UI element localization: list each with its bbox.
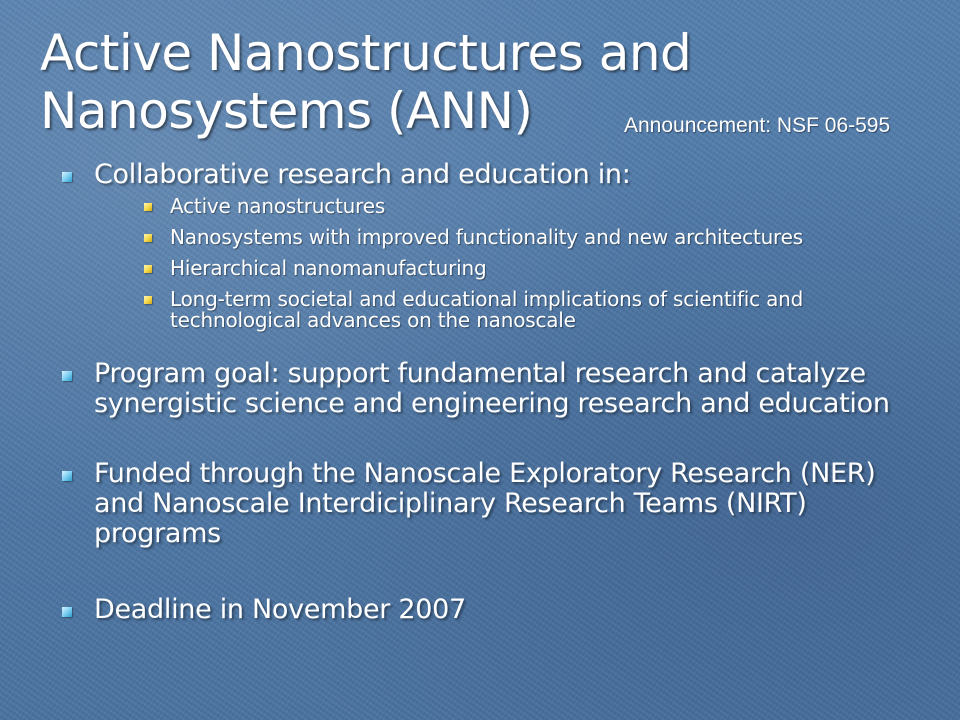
sub-bullet-item: [128, 196, 910, 217]
sub-bullet-item: [128, 227, 910, 248]
square-bullet-icon: [144, 234, 152, 242]
bullet-text: Collaborative research and education in:: [94, 159, 631, 190]
bullet-item: [60, 160, 910, 331]
sub-bullet-list: [94, 196, 910, 331]
bullet-list: [60, 160, 910, 625]
sub-bullet-text: Long-term societal and educational implications of scientific and technological advances on the nanoscale: [170, 287, 804, 332]
bullet-text: Deadline in November 2007: [94, 594, 466, 625]
bullet-item: [60, 359, 910, 419]
bullet-text: Program goal: support fundamental research and catalyze synergistic science and engineering research and education: [94, 358, 890, 419]
square-bullet-icon: [62, 371, 72, 381]
square-bullet-icon: [62, 471, 72, 481]
sub-bullet-item: [128, 289, 910, 331]
bullet-item: [60, 459, 910, 549]
slide-content: [60, 160, 910, 625]
square-bullet-icon: [144, 203, 152, 211]
announcement-label: Announcement: NSF 06-595: [624, 114, 891, 137]
sub-bullet-item: [128, 258, 910, 279]
sub-bullet-text: Hierarchical nanomanufacturing: [170, 256, 487, 280]
square-bullet-icon: [62, 607, 72, 617]
sub-bullet-text: Nanosystems with improved functionality and new architectures: [170, 225, 803, 249]
square-bullet-icon: [144, 265, 152, 273]
bullet-text: Funded through the Nanoscale Exploratory Research (NER) and Nanoscale Interdiciplinary Research Teams (NIRT) programs: [94, 458, 876, 549]
square-bullet-icon: [144, 296, 152, 304]
square-bullet-icon: [62, 172, 72, 182]
slide-title: Active Nanostructures and Nanosystems (ANN): [40, 24, 692, 140]
sub-bullet-text: Active nanostructures: [170, 194, 386, 218]
bullet-item: [60, 595, 910, 625]
